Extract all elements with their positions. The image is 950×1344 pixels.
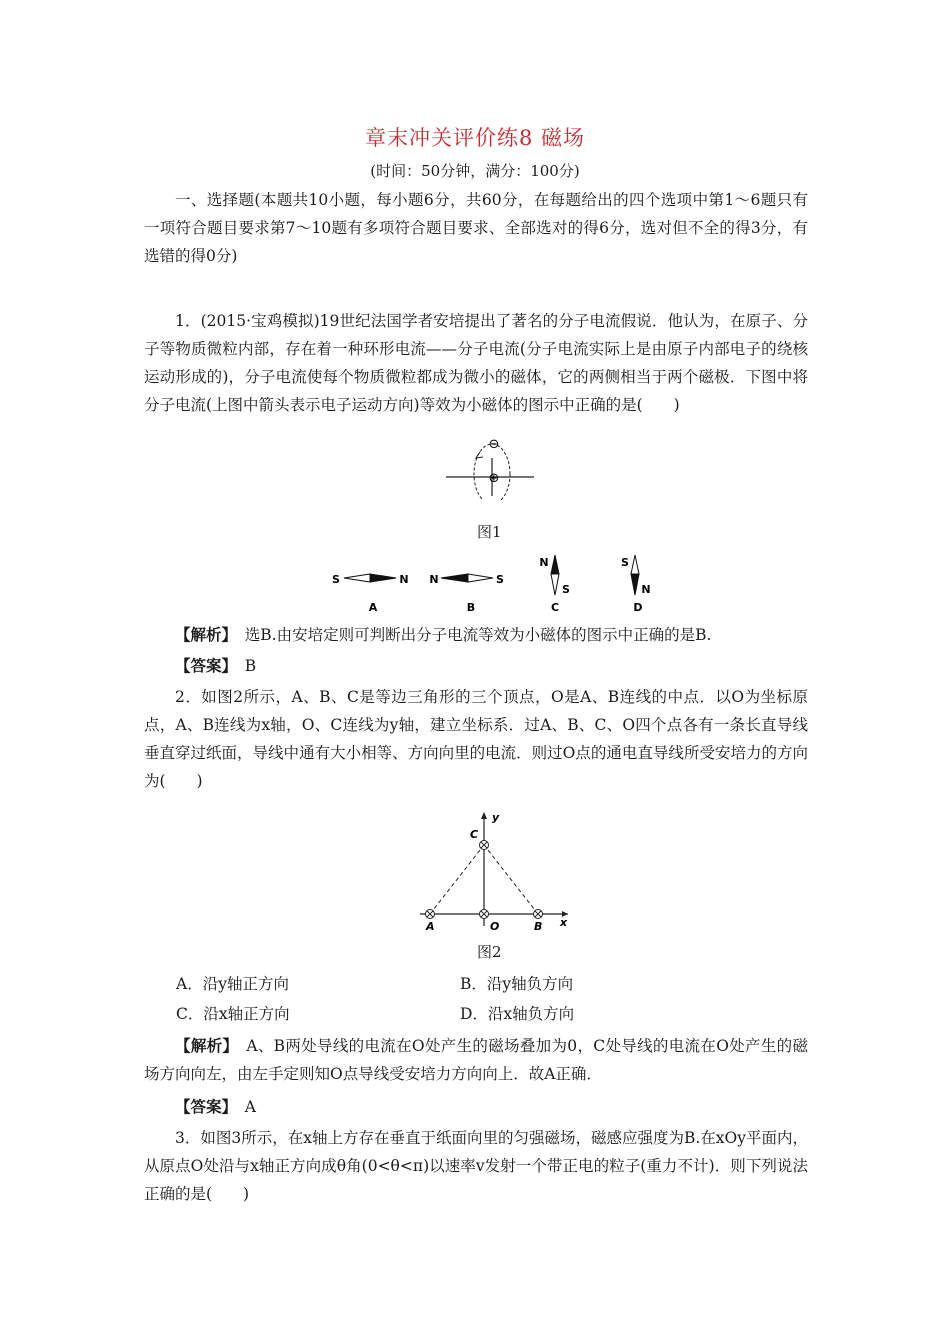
svg-text:y: y (492, 811, 500, 824)
svg-text:S: S (332, 573, 340, 586)
option-d-magnet (621, 555, 651, 614)
figure-2-caption: 图2 (477, 943, 502, 961)
analysis-text: A、B两处导线的电流在O处产生的磁场叠加为0，C处导线的电流在O处产生的磁场方向向左，由左手定则知O点导线受安培力方向向上．故A正确． (144, 1037, 808, 1083)
question-2-analysis (144, 1032, 808, 1088)
figure-1-electron-label: ⊖ (488, 437, 500, 452)
question-1-analysis (144, 621, 808, 649)
figure-2-triangle (410, 808, 580, 936)
page-title: 章末冲关评价练8 磁场 (364, 126, 586, 150)
question-1-answer (144, 652, 808, 680)
svg-text:S: S (562, 583, 570, 596)
question-2-option-a: A．沿y轴正方向 (176, 975, 289, 993)
svg-text:S: S (621, 556, 629, 569)
svg-text:D: D (633, 601, 643, 614)
svg-text:N: N (641, 583, 651, 596)
answer-label: 【答案】 (175, 656, 230, 675)
question-2-option-c: C．沿x轴正方向 (176, 1005, 290, 1023)
svg-text:N: N (539, 556, 549, 569)
svg-text:A: A (368, 601, 378, 614)
analysis-text: 选B.由安培定则可判断出分子电流等效为小磁体的图示中正确的是B. (244, 626, 712, 644)
svg-text:A: A (426, 920, 435, 933)
analysis-label: 【解析】 (175, 1036, 231, 1055)
svg-text:S: S (496, 573, 504, 586)
svg-text:O: O (490, 920, 500, 933)
svg-text:x: x (560, 916, 568, 929)
question-2-answer (144, 1093, 808, 1121)
svg-text:C: C (550, 601, 560, 614)
figure-1-orbit (440, 430, 540, 500)
question-1-text: 1．(2015·宝鸡模拟)19世纪法国学者安培提出了著名的分子电流假说．他认为，在原子、分子等物质微粒内部，存在着一种环形电流——分子电流(分子电流实际上是由原子内部电子的绕核运动形成的)，分子电流使每个物质微粒都成为微小的磁体，它的两侧相当于两个磁极．下图中将分子电流(上图中箭头表示电子运动方向)等效为小磁体的图示中正确的是( ) (144, 312, 808, 414)
question-3-text: 3．如图3所示，在x轴上方存在垂直于纸面向里的匀强磁场，磁感应强度为B.在xOy平面内，从原点O处沿与x轴正方向成θ角(0<θ<π)以速率v发射一个带正电的粒子(重力不计)．则下列说法正确的是( ) (144, 1129, 808, 1203)
figure-1-options (330, 553, 660, 617)
option-c-magnet (539, 555, 570, 614)
section-instructions: 一、选择题(本题共10小题，每小题6分，共60分，在每题给出的四个选项中第1～6题只有一项符合题目要求第7～10题有多项符合题目要求、全部选对的得6分，选对但不全的得3分，有选错的得0分) (144, 191, 808, 265)
question-2-text: 2．如图2所示，A、B、C是等边三角形的三个顶点，O是A、B连线的中点．以O为坐标原点，A、B连线为x轴，O、C连线为y轴，建立坐标系．过A、B、C、O四个点各有一条长直导线垂直穿过纸面，导线中通有大小相等、方向向里的电流．则过O点的通电直导线所受安培力的方向为( ) (144, 688, 808, 790)
svg-text:B: B (534, 920, 543, 933)
analysis-label: 【解析】 (175, 625, 230, 644)
svg-text:B: B (466, 601, 476, 614)
figure-1-caption: 图1 (477, 523, 502, 541)
answer-text: A (244, 1098, 256, 1116)
answer-label: 【答案】 (175, 1097, 230, 1116)
svg-text:C: C (470, 828, 479, 841)
figure-1-nucleus-label: ⊕ (488, 471, 500, 486)
page-subtitle: (时间：50分钟，满分：100分) (370, 162, 580, 180)
svg-text:N: N (399, 573, 409, 586)
question-2-option-b: B．沿y轴负方向 (460, 975, 574, 993)
svg-text:N: N (429, 573, 439, 586)
option-a-magnet (332, 573, 409, 614)
question-2-option-d: D．沿x轴负方向 (460, 1005, 575, 1023)
option-b-magnet (429, 573, 504, 614)
answer-text: B (244, 657, 257, 675)
